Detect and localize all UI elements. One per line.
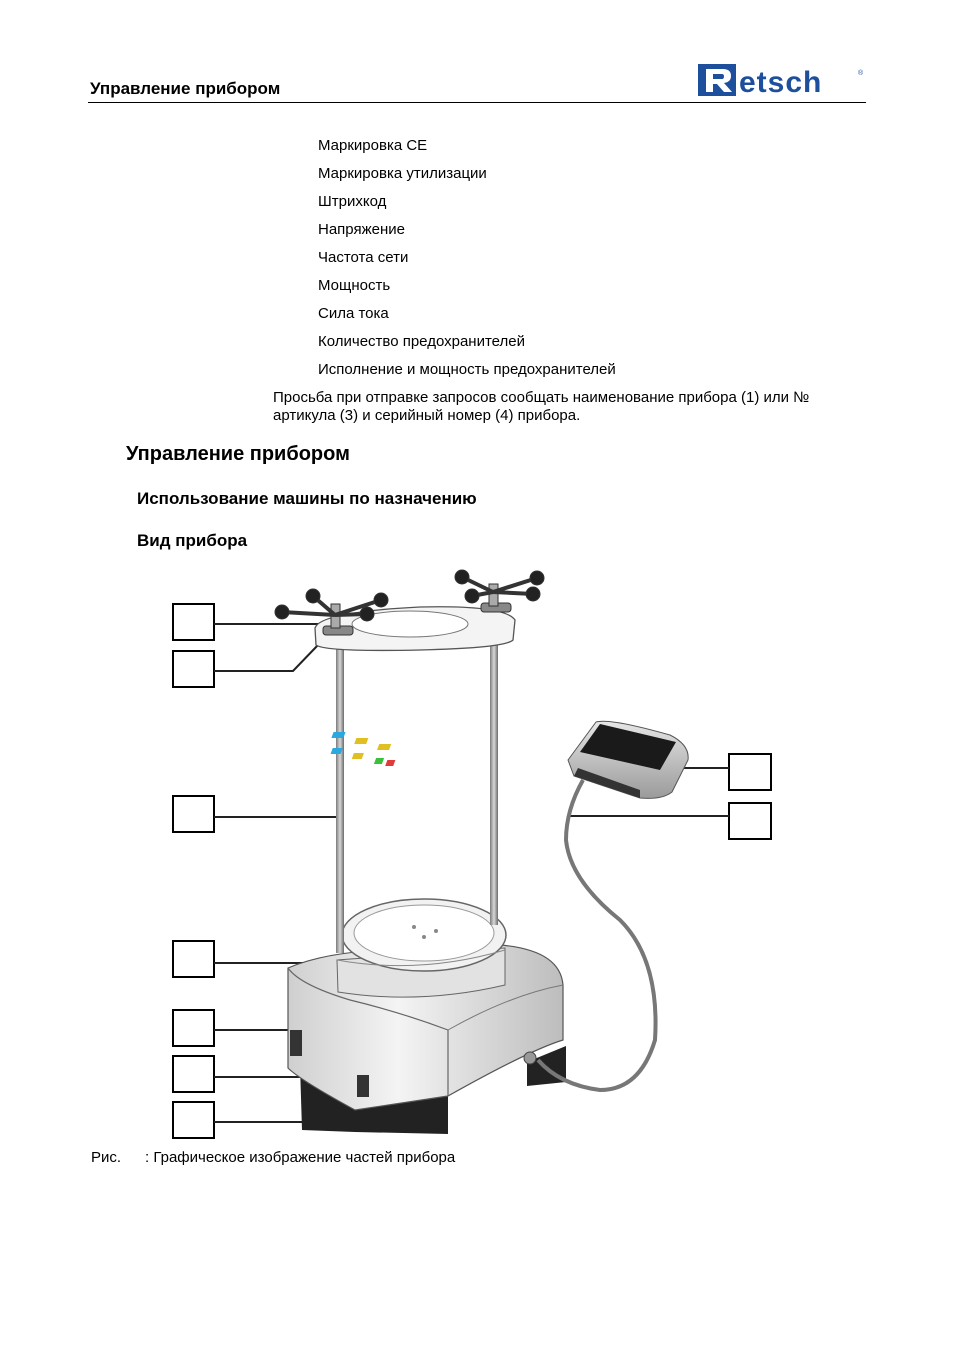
svg-text:®: ® [858, 70, 864, 77]
list-item: Маркировка CE [318, 137, 428, 154]
callout-box [173, 651, 214, 687]
tension-rod [336, 648, 344, 953]
label-items-list [318, 137, 616, 389]
note-line: артикула (3) и серийный номер (4) прибора. [273, 407, 581, 424]
subsection-title-view: Вид прибора [137, 531, 248, 550]
callout-box [173, 1056, 214, 1092]
list-item: Исполнение и мощность предохранителей [318, 361, 616, 378]
callout-box [729, 803, 771, 839]
request-note [273, 389, 863, 425]
callout-box [729, 754, 771, 790]
list-item: Напряжение [318, 221, 405, 238]
sieve-plate [337, 899, 506, 997]
list-item: Количество предохранителей [318, 333, 525, 350]
caption-text: : Графическое изображение частей прибора [145, 1149, 456, 1166]
list-item: Маркировка утилизации [318, 165, 487, 182]
device-figure [0, 560, 954, 1150]
svg-text:etsch: etsch [739, 66, 823, 99]
callout-box [173, 604, 214, 640]
tension-rod [490, 640, 498, 925]
callout-box [173, 796, 214, 832]
list-item: Частота сети [318, 249, 409, 266]
list-item: Сила тока [318, 305, 389, 322]
clamp-knob-right [455, 570, 544, 612]
subsection-title-usage: Использование машины по назначению [137, 489, 477, 508]
callout-box [173, 941, 214, 977]
caption-prefix: Рис. [91, 1149, 122, 1166]
list-item: Штрихкод [318, 193, 387, 210]
callout-box [173, 1102, 214, 1138]
note-line: Просьба при отправке запросов сообщать наименование прибора (1) или № [273, 389, 810, 406]
retsch-logo [697, 63, 867, 104]
control-panel [331, 721, 689, 798]
control-cable [538, 780, 656, 1090]
section-title: Управление прибором [126, 443, 350, 465]
header-title: Управление прибором [90, 79, 281, 98]
callout-box [173, 1010, 214, 1046]
list-item: Мощность [318, 277, 391, 294]
figure-caption [91, 1149, 455, 1166]
